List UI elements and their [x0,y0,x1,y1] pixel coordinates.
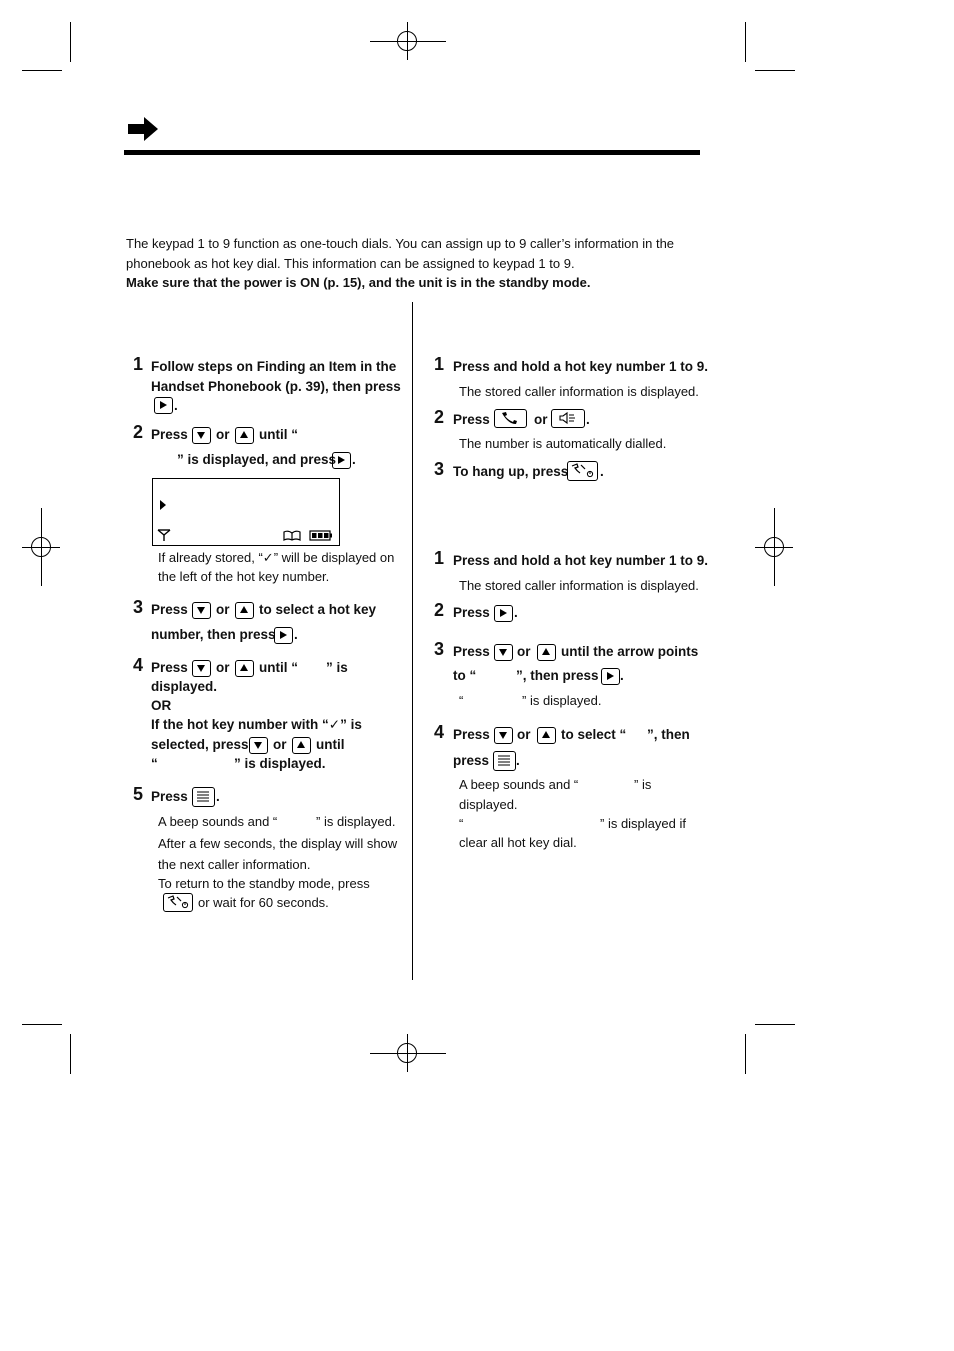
down-key-icon [192,660,211,677]
step-text: or [517,727,531,742]
step-text: . [586,412,590,427]
note-text: ” is displayed. [316,814,396,829]
step-text: or [216,602,230,617]
step-number: 2 [434,600,445,620]
off-key-icon [163,893,193,912]
menu-key-icon [192,787,215,807]
step-text: OR [151,698,172,713]
note-text: the left of the hot key number. [158,569,330,584]
right-key-icon [332,452,351,469]
step-text: Press [453,727,490,742]
crop-mark [755,1024,795,1025]
note-text: ” is displayed. [522,693,602,708]
note-text: If already stored, “✓” will be displayed on [158,550,395,565]
step-text: until “ [259,427,298,442]
step-text: Press [151,660,188,675]
step-text: . [174,398,178,413]
intro-line-1: The keypad 1 to 9 function as one-touch dials. You can assign up to 9 caller’s information in the [126,236,675,251]
step-text: Press and hold a hot key number 1 to 9. [453,359,709,374]
step-text: Handset Phonebook (p. 39), then press [151,379,401,394]
step-number: 4 [434,722,445,742]
step-text: Press [151,427,188,442]
step-number: 3 [434,459,445,479]
talk-key-icon [494,409,527,428]
note-text: To return to the standby mode, press [158,876,370,891]
cursor-arrow-icon [159,499,167,511]
step-number: 2 [434,407,445,427]
check-icon: ✓ [262,550,274,565]
book-icon [283,530,301,541]
right-key-icon [494,605,513,622]
step-text: Follow steps on Finding an Item in the [151,359,397,374]
note-text: The stored caller information is displayed. [459,578,699,593]
step-text: ” is displayed. [234,756,326,771]
step-text: until the arrow points [561,644,699,659]
step-text: until “ [259,660,298,675]
step-text: . [514,605,518,620]
step-text: If the hot key number with “✓” is [151,717,362,732]
step-number: 3 [133,597,144,617]
step-text: . [352,452,356,467]
step-text: Press [151,602,188,617]
step-text: . [620,668,624,683]
note-text: A beep sounds and “ [158,814,278,829]
step-text: Press [453,605,490,620]
step-text: to “ [453,668,477,683]
down-key-icon [192,602,211,619]
up-key-icon [235,660,254,677]
up-key-icon [537,644,556,661]
crop-mark [70,1034,71,1074]
note-text: or wait for 60 seconds. [198,895,329,910]
step-text: selected, press [151,737,249,752]
antenna-icon [157,529,171,541]
step-text: Press [151,789,188,804]
note-text: After a few seconds, the display will show [158,836,398,851]
up-key-icon [537,727,556,744]
step-text: ”, then press [516,668,599,683]
step-text: or [273,737,287,752]
menu-key-icon [493,751,516,771]
crop-mark [745,1034,746,1074]
step-number: 3 [434,639,445,659]
step-text: Press and hold a hot key number 1 to 9. [453,553,709,568]
right-key-icon [154,397,173,414]
step-text: Press [453,644,490,659]
off-key-icon [567,461,598,481]
note-text: ” is [634,777,652,792]
step-number: 2 [133,422,144,442]
intro-line-3: Make sure that the power is ON (p. 15), and the unit is in the standby mode. [126,275,591,290]
speaker-key-icon [551,409,585,428]
step-text: ” is displayed, and press [177,452,337,467]
step-text: or [216,427,230,442]
step-text: or [216,660,230,675]
down-key-icon [494,727,513,744]
step-number: 1 [434,354,445,374]
step-text: press [453,753,490,768]
up-key-icon [292,737,311,754]
crop-mark [755,70,795,71]
step-text: or [534,412,548,427]
column-divider [412,302,413,980]
crop-mark [22,1024,62,1025]
crop-mark [70,22,71,62]
up-key-icon [235,427,254,444]
battery-icon [309,530,333,541]
step-text: to select “ [561,727,627,742]
note-text: The number is automatically dialled. [459,436,667,451]
step-text: to select a hot key [259,602,377,617]
step-text: ”, then [647,727,690,742]
note-text: displayed. [459,797,518,812]
note-text: “ [459,693,464,708]
step-number: 4 [133,655,144,675]
note-text: A beep sounds and “ [459,777,579,792]
down-key-icon [192,427,211,444]
step-text: until [316,737,345,752]
crop-mark [745,22,746,62]
step-number: 1 [133,354,144,374]
step-text: ” is [326,660,348,675]
lcd-display [152,478,340,546]
step-text: or [517,644,531,659]
step-text: number, then press [151,627,276,642]
right-key-icon [274,627,293,644]
step-text: . [600,464,604,479]
check-icon: ✓ [328,717,341,732]
step-text: . [294,627,298,642]
step-number: 1 [434,548,445,568]
step-text: . [516,753,520,768]
up-key-icon [235,602,254,619]
down-key-icon [249,737,268,754]
step-text: “ [151,756,158,771]
note-text: The stored caller information is displayed. [459,384,699,399]
note-text: “ [459,816,464,831]
header-rule [124,150,700,155]
intro-text [126,234,686,293]
step-number: 5 [133,784,144,804]
note-text: clear all hot key dial. [459,835,577,850]
intro-line-2: phonebook as hot key dial. This information can be assigned to keypad 1 to 9. [126,255,575,271]
note-text: ” is displayed if [600,816,686,831]
step-text: Press [453,412,490,427]
arrow-right-icon [126,116,160,142]
step-text: To hang up, press [453,464,569,479]
step-text: displayed. [151,679,218,694]
note-text: the next caller information. [158,857,311,872]
step-text: . [216,789,220,804]
crop-mark [22,70,62,71]
down-key-icon [494,644,513,661]
right-key-icon [601,668,620,685]
